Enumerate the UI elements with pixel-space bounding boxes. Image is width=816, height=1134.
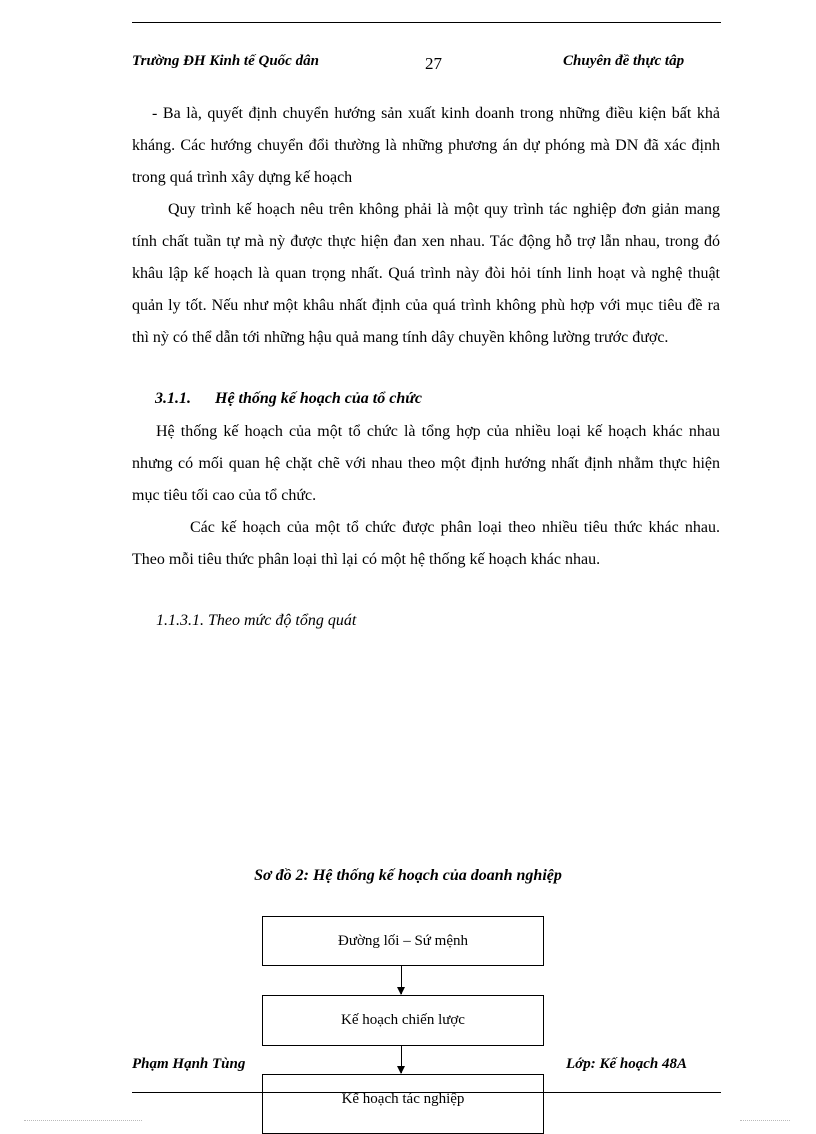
diagram-box-strategic-plan: Kế hoạch chiến lược <box>262 995 544 1046</box>
diagram-arrow <box>401 1046 402 1073</box>
diagram-box-mission: Đường lối – Sứ mệnh <box>262 916 544 966</box>
section-title: Hệ thống kế hoạch của tổ chức <box>215 390 422 407</box>
footer-left: Phạm Hạnh Tùng <box>132 1056 246 1072</box>
page-number: 27 <box>425 54 442 73</box>
paragraph-1: - Ba là, quyết định chuyển hướng sản xuất kinh doanh trong những điều kiện bất khả kháng. Các hướng chuyển đổi thường là những phương án dự phóng mà DN đã xác định trong quá trình xây dựng kế hoạch <box>132 105 720 186</box>
section-paragraph-1: Hệ thống kế hoạch của một tổ chức là tổng hợp của nhiều loại kế hoạch khác nhau nhưng có mối quan hệ chặt chẽ với nhau theo một định hướng nhất định nhằm thực hiện mục tiêu tối cao của tổ chức. <box>132 423 720 504</box>
diagram-caption: Sơ đồ 2: Hệ thống kế hoạch của doanh nghiệp <box>254 867 562 884</box>
intro-text <box>132 98 720 354</box>
header-left: Trường ĐH Kinh tế Quốc dân <box>132 53 319 69</box>
section-text <box>132 416 720 576</box>
subsection-heading: 1.1.3.1. Theo mức độ tổng quát <box>156 612 357 629</box>
diagram-box-operational-plan: Kế hoạch tác nghiệp <box>262 1074 544 1134</box>
section-paragraph-2: Các kế hoạch của một tổ chức được phân loại theo nhiều tiêu thức khác nhau. Theo mỗi tiêu thức phân loại thì lại có một hệ thống kế hoạch khác nhau. <box>132 519 720 568</box>
diagram-arrow <box>401 966 402 994</box>
page-edge-dots <box>24 1120 142 1121</box>
paragraph-2: Quy trình kế hoạch nêu trên không phải là một quy trình tác nghiệp đơn giản mang tính chất tuần tự mà nỳ được thực hiện đan xen nhau. Tác động hỗ trợ lẫn nhau, trong đó khâu lập kế hoạch là quan trọng nhất. Quá trình này đòi hỏi tính linh hoạt và nghệ thuật quản ly tốt. Nếu như một khâu nhất định của quá trình không phù hợp với mục tiêu đề ra thì nỳ có thể dẫn tới những hậu quả mang tính dây chuyền không lường trước được. <box>132 201 720 346</box>
footer-right: Lớp: Kế hoạch 48A <box>566 1056 687 1072</box>
header-rule <box>132 22 721 23</box>
footer-rule <box>132 1092 721 1093</box>
section-number: 3.1.1. <box>155 390 191 407</box>
header-right: Chuyên đề thực tâp <box>563 53 685 69</box>
page-edge-dots <box>740 1120 790 1121</box>
section-heading <box>155 390 422 408</box>
